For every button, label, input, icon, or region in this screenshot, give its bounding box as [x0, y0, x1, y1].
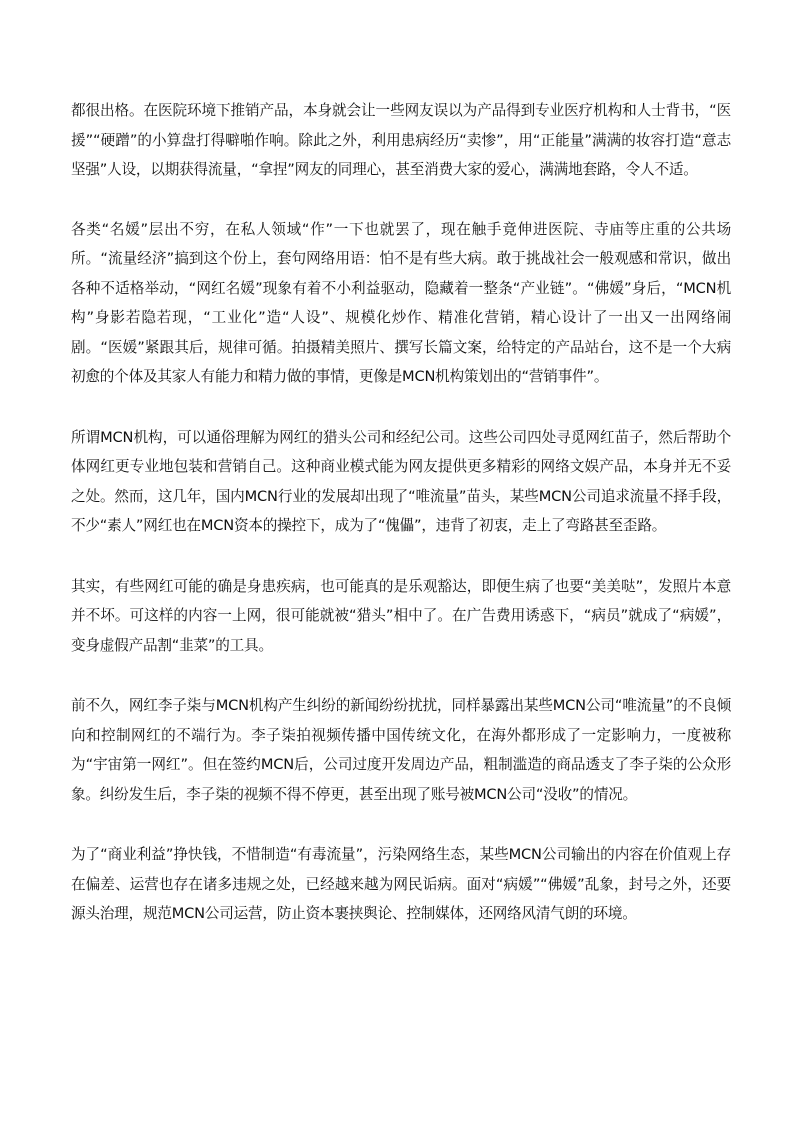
paragraph-1: 都很出格。在医院环境下推销产品，本身就会让一些网友误以为产品得到专业医疗机构和人士背书，“医援”“硬蹭”的小算盘打得噼啪作响。除此之外，利用患病经历“卖惨”，用“正能量”满满的妆容打造“意志坚强”人设，以期获得流量，“拿捏”网友的同理心，甚至消费大家的爱心，满满地套路，令人不适。	[71, 102, 731, 178]
paragraph-2: 各类“名媛”层出不穷，在私人领域“作”一下也就罢了，现在触手竟伸进医院、寺庙等庄重的公共场所。“流量经济”搞到这个份上，套句网络用语：怕不是有些大病。敢于挑战社会一般观感和常识，做出各种不适格举动，“网红名媛”现象有着不小利益驱动，隐藏着一整条“产业链”。“佛媛”身后，“MCN机构”身影若隐若现，“工业化”造“人设”、规模化炒作、精准化营销，精心设计了一出又一出网络闹剧。“医媛”紧跟其后，规律可循。拍摄精美照片、撰写长篇文案，给特定的产品站台，这不是一个大病初愈的个体及其家人有能力和精力做的事情，更像是MCN机构策划出的“营销事件”。	[71, 220, 731, 385]
paragraph-6: 为了“商业利益”挣快钱，不惜制造“有毒流量”，污染网络生态，某些MCN公司输出的内容在价值观上存在偏差、运营也存在诸多违规之处，已经越来越为网民诟病。面对“病媛”“佛媛”乱象，封号之外，还要源头治理，规范MCN公司运营，防止资本裹挟舆论、控制媒体，还网络风清气朗的环境。	[71, 846, 731, 922]
paragraph-4: 其实，有些网红可能的确是身患疾病，也可能真的是乐观豁达，即便生病了也要“美美哒”，发照片本意并不坏。可这样的内容一上网，很可能就被“猎头”相中了。在广告费用诱惑下，“病员”就成了“病媛”，变身虚假产品割“韭菜”的工具。	[71, 577, 731, 654]
paragraph-5: 前不久，网红李子柒与MCN机构产生纠纷的新闻纷纷扰扰，同样暴露出某些MCN公司“唯流量”的不良倾向和控制网红的不端行为。李子柒拍视频传播中国传统文化，在海外都形成了一定影响力，一度被称为“宇宙第一网红”。但在签约MCN后，公司过度开发周边产品，粗制滥造的商品透支了李子柒的公众形象。纠纷发生后，李子柒的视频不得不停更，甚至出现了账号被MCN公司“没收”的情况。	[71, 697, 731, 803]
paragraph-3: 所谓MCN机构，可以通俗理解为网红的猎头公司和经纪公司。这些公司四处寻觅网红苗子，然后帮助个体网红更专业地包装和营销自己。这种商业模式能为网友提供更多精彩的网络文娱产品，本身并无不妥之处。然而，这几年，国内MCN行业的发展却出现了“唯流量”苗头，某些MCN公司追求流量不择手段，不少“素人”网红也在MCN资本的操控下，成为了“傀儡”，违背了初衷，走上了弯路甚至歪路。	[71, 428, 731, 534]
document-body	[71, 96, 731, 960]
